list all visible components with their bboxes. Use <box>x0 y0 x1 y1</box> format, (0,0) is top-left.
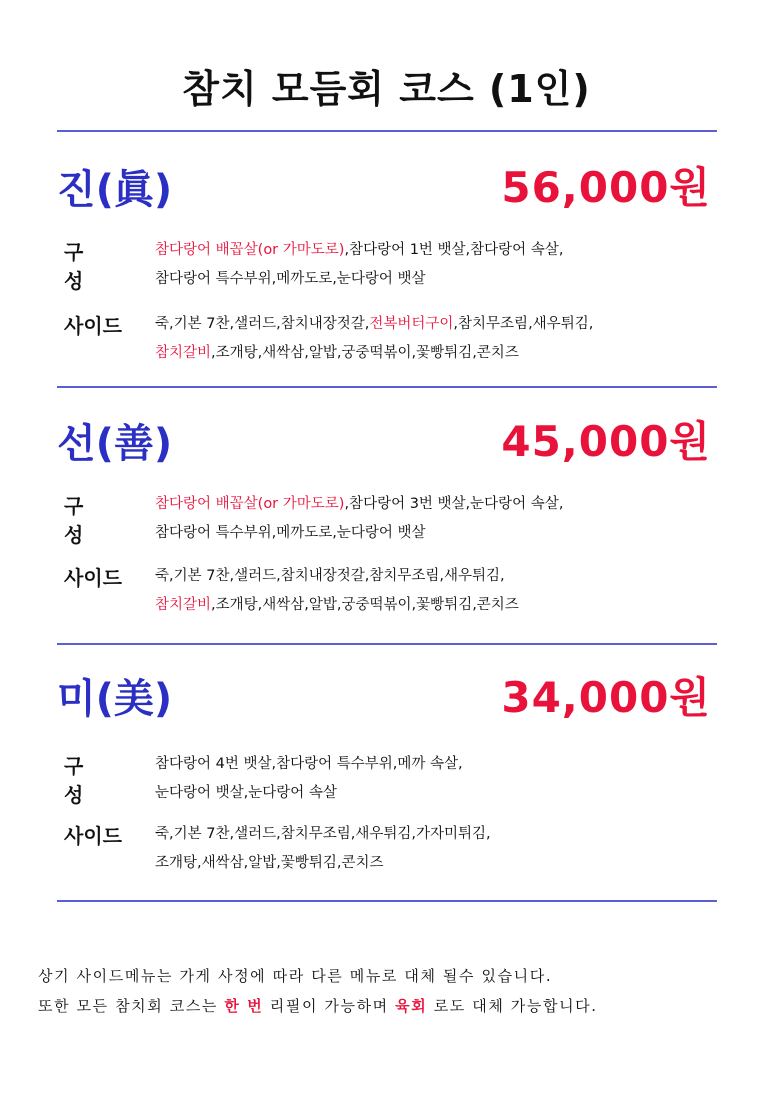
composition-item: ,참다랑어 3번 뱃살,눈다랑어 속살, <box>344 496 564 512</box>
divider <box>57 130 717 132</box>
side-label: 사이드 <box>64 824 122 848</box>
composition-item: ,참다랑어 1번 뱃살,참다랑어 속살, <box>344 242 564 258</box>
composition-text <box>155 750 735 808</box>
course-name: 선(善) <box>57 421 173 467</box>
course-name: 진(眞) <box>57 167 173 213</box>
composition-label: 구 성 <box>64 494 96 547</box>
footer-note: 상기 사이드메뉴는 가게 사정에 따라 다른 메뉴로 대체 될수 있습니다. <box>38 967 553 985</box>
composition-item: 참다랑어 4번 뱃살,참다랑어 특수부위,메까 속살, <box>155 756 463 772</box>
footer-highlight: 육회 <box>395 997 428 1015</box>
composition-item: 참다랑어 배꼽살(or 가마도로) <box>155 496 345 512</box>
side-item: 죽,기본 7찬,샐러드,참치내장젓갈,참치무조림,새우튀김, <box>155 568 505 584</box>
footer-note <box>38 995 748 1016</box>
side-label: 사이드 <box>64 314 122 338</box>
course-name: 미(美) <box>57 676 173 722</box>
course-price: 34,000원 <box>501 673 711 722</box>
composition-label: 구 성 <box>64 754 96 807</box>
side-item: 참치갈비 <box>155 345 212 361</box>
side-item: ,조개탕,새싹삼,알밥,궁중떡볶이,꽃빵튀김,콘치즈 <box>211 345 519 361</box>
side-item: ,조개탕,새싹삼,알밥,궁중떡볶이,꽃빵튀김,콘치즈 <box>211 597 519 613</box>
composition-item: 참다랑어 배꼽살(or 가마도로) <box>155 242 345 258</box>
composition-item: 참다랑어 특수부위,메까도로,눈다랑어 뱃살 <box>155 271 426 287</box>
course-price: 45,000원 <box>501 417 711 466</box>
course-price: 56,000원 <box>501 163 711 212</box>
divider <box>57 643 717 645</box>
side-text <box>155 820 735 878</box>
side-item: 참치갈비 <box>155 597 212 613</box>
footer-text: 또한 모든 참치회 코스는 <box>38 997 225 1015</box>
composition-text <box>155 490 735 548</box>
composition-text <box>155 236 735 294</box>
side-item: 전복버터구이 <box>369 316 454 332</box>
footer-highlight: 한 번 <box>224 997 264 1015</box>
divider <box>57 900 717 902</box>
side-label: 사이드 <box>64 566 122 590</box>
composition-item: 눈다랑어 뱃살,눈다랑어 속살 <box>155 785 337 801</box>
side-item: 죽,기본 7찬,샐러드,참치무조림,새우튀김,가자미튀김, <box>155 826 491 842</box>
composition-label: 구 성 <box>64 240 96 293</box>
divider <box>57 386 717 388</box>
footer-text: 로도 대체 가능합니다. <box>427 997 598 1015</box>
side-item: 조개탕,새싹삼,알밥,꽃빵튀김,콘치즈 <box>155 855 384 871</box>
side-item: 죽,기본 7찬,샐러드,참치내장젓갈, <box>155 316 370 332</box>
side-text <box>155 310 735 368</box>
composition-item: 참다랑어 특수부위,메까도로,눈다랑어 뱃살 <box>155 525 426 541</box>
side-item: ,참치무조림,새우튀김, <box>453 316 594 332</box>
footer-text: 리필이 가능하며 <box>263 997 396 1015</box>
page-title: 참치 모듬회 코스 (1인) <box>182 67 591 111</box>
side-text <box>155 562 735 620</box>
